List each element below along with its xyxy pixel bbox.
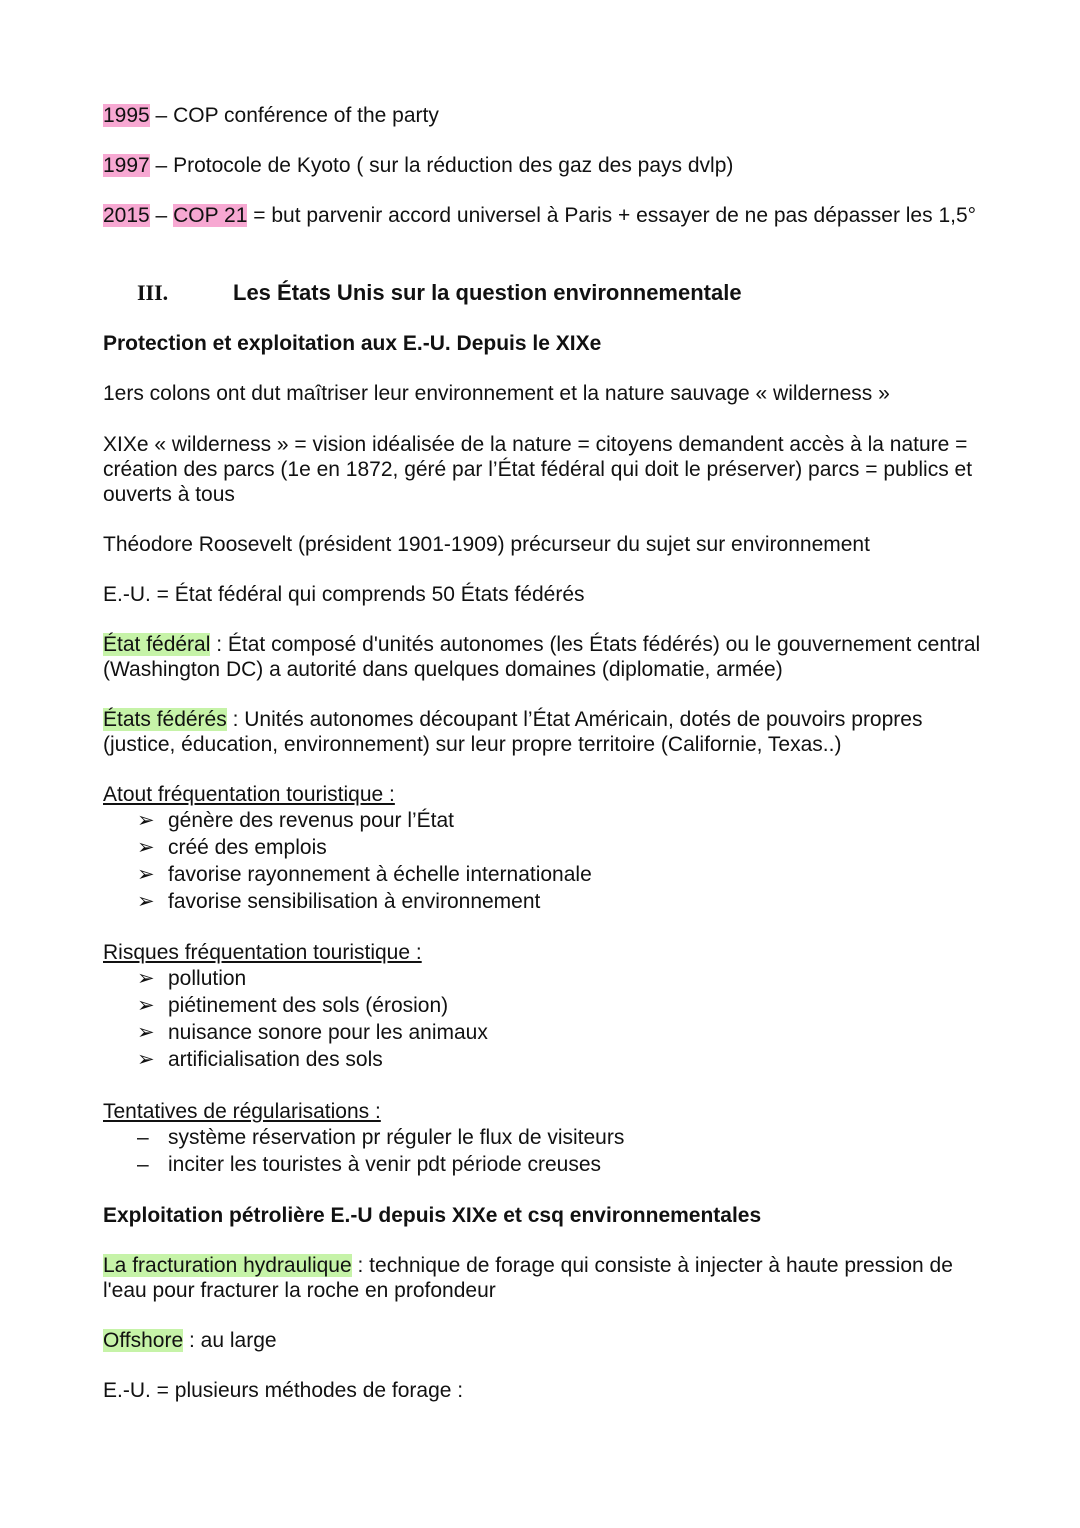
section-title: Les États Unis sur la question environnementale <box>233 280 742 305</box>
term-etat-federal: État fédéral <box>103 633 211 656</box>
definition-offshore: Offshore : au large <box>103 1329 277 1352</box>
risques-list <box>103 965 983 1073</box>
section-number: III. <box>137 280 169 305</box>
tentatives-block <box>103 1099 983 1178</box>
year-1995: 1995 <box>103 104 150 127</box>
risques-title: Risques fréquentation touristique : <box>103 941 422 964</box>
timeline-1995: 1995 – COP conférence of the party <box>103 104 439 127</box>
heading-exploitation-petroliere: Exploitation pétrolière E.-U depuis XIXe et csq environnementales <box>103 1204 762 1227</box>
timeline-1995-text: COP conférence of the party <box>173 104 439 127</box>
section-heading <box>137 280 1017 306</box>
arrow-bullet-icon: ➢ <box>137 809 155 832</box>
term-fracturation: La fracturation hydraulique <box>103 1254 352 1277</box>
paragraph-wilderness: XIXe « wilderness » = vision idéalisée de la nature = citoyens demandent accès à la nature = création des parcs (1e en 1872, géré par l’État fédéral qui doit le préserver) parcs = publics et ouverts à tous <box>103 433 973 506</box>
list-item: ➢ créé des emplois <box>137 836 327 859</box>
arrow-bullet-icon: ➢ <box>137 1048 155 1071</box>
arrow-bullet-icon: ➢ <box>137 836 155 859</box>
arrow-bullet-icon: ➢ <box>137 967 155 990</box>
definition-etat-federal: État fédéral : État composé d'unités autonomes (les États fédérés) ou le gouvernement central (Washington DC) a autorité dans quelques domaines (diplomatie, armée) <box>103 633 981 681</box>
definition-etats-federes: États fédérés : Unités autonomes découpant l’État Américain, dotés de pouvoirs propres (justice, éducation, environnement) sur leur propre territoire (Californie, Texas..) <box>103 708 923 756</box>
atouts-block <box>103 782 983 915</box>
paragraph-roosevelt: Théodore Roosevelt (président 1901-1909) précurseur du sujet sur environnement <box>103 533 870 556</box>
list-item: ➢ nuisance sonore pour les animaux <box>137 1021 488 1044</box>
risques-block <box>103 940 983 1073</box>
list-item: – inciter les touristes à venir pdt période creuses <box>137 1153 602 1176</box>
paragraph-methodes-forage: E.-U. = plusieurs méthodes de forage : <box>103 1379 464 1402</box>
timeline-2015-text: = but parvenir accord universel à Paris + essayer de ne pas dépasser les 1,5° <box>247 204 977 227</box>
list-item: ➢ favorise sensibilisation à environnement <box>137 890 541 913</box>
atouts-list <box>103 807 983 915</box>
atouts-title: Atout fréquentation touristique : <box>103 783 395 806</box>
definition-fracturation: La fracturation hydraulique : technique de forage qui consiste à injecter à haute pression de l'eau pour fracturer la roche en profondeur <box>103 1254 953 1302</box>
paragraph-colons: 1ers colons ont dut maîtriser leur environnement et la nature sauvage « wilderness » <box>103 382 890 405</box>
arrow-bullet-icon: ➢ <box>137 890 155 913</box>
list-item: ➢ piétinement des sols (érosion) <box>137 994 449 1017</box>
year-1997: 1997 <box>103 154 150 177</box>
list-item: ➢ favorise rayonnement à échelle internationale <box>137 863 592 886</box>
list-item: ➢ pollution <box>137 967 247 990</box>
arrow-bullet-icon: ➢ <box>137 994 155 1017</box>
list-item: – système réservation pr réguler le flux de visiteurs <box>137 1126 625 1149</box>
list-item: ➢ génère des revenus pour l’État <box>137 809 455 832</box>
timeline-1997: 1997 – Protocole de Kyoto ( sur la réduction des gaz des pays dvlp) <box>103 154 734 177</box>
dash-bullet-icon: – <box>137 1153 149 1176</box>
timeline-2015: 2015 – COP 21 = but parvenir accord universel à Paris + essayer de ne pas dépasser les 1,5° <box>103 204 977 227</box>
dash-bullet-icon: – <box>137 1126 149 1149</box>
term-offshore: Offshore <box>103 1329 184 1352</box>
arrow-bullet-icon: ➢ <box>137 863 155 886</box>
cop21-highlight: COP 21 <box>173 204 248 227</box>
paragraph-eu-federal: E.-U. = État fédéral qui comprends 50 États fédérés <box>103 583 585 606</box>
tentatives-title: Tentatives de régularisations : <box>103 1100 381 1123</box>
list-item: ➢ artificialisation des sols <box>137 1048 383 1071</box>
term-etats-federes: États fédérés <box>103 708 227 731</box>
timeline-1997-text: Protocole de Kyoto ( sur la réduction des gaz des pays dvlp) <box>173 154 734 177</box>
tentatives-list <box>103 1124 983 1178</box>
year-2015: 2015 <box>103 204 150 227</box>
heading-protection: Protection et exploitation aux E.-U. Depuis le XIXe <box>103 332 602 355</box>
arrow-bullet-icon: ➢ <box>137 1021 155 1044</box>
